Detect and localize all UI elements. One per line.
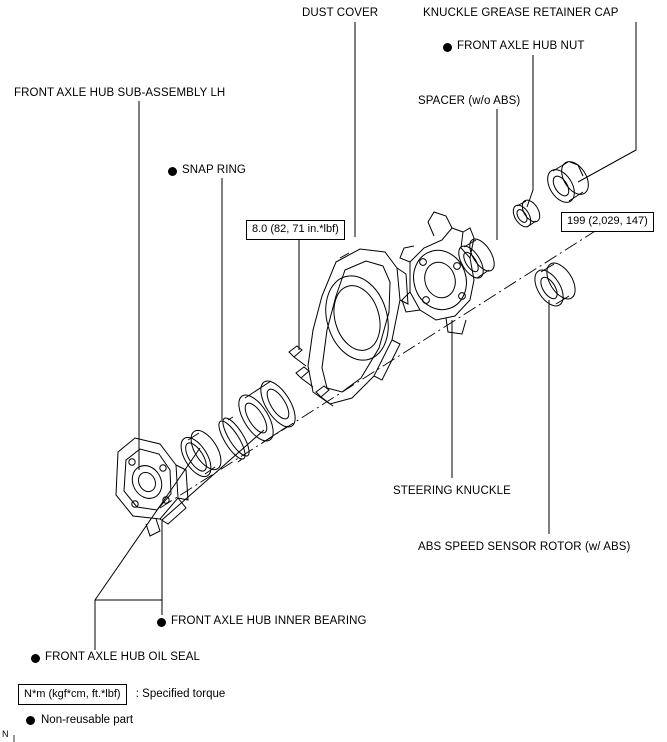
part-hub-nut [510,197,544,230]
part-dust-cover [308,249,408,404]
legend-specified-torque [18,684,225,705]
nonreusable-dot-icon [443,43,452,52]
legend-non-reusable-part [26,713,667,727]
nonreusable-dot-icon [31,654,40,663]
leader-hub-nut [527,55,533,207]
part-knuckle-grease-retainer-cap [542,157,594,207]
part-front-axle-hub [116,438,188,536]
assembly-center-line [160,228,600,508]
legend-torque-text: : Specified torque [135,688,226,700]
part-abs-speed-sensor-rotor [529,258,581,311]
torque-spec-hub-nut: 199 (2,029, 147) [561,212,654,232]
part-dust-cover-bolts [289,346,333,406]
part-steering-knuckle [400,212,474,334]
legend-non-reusable-text: Non-reusable part [41,714,134,726]
nonreusable-dot-icon [157,618,166,627]
legend-torque-unit-box: N*m (kgf*cm, ft.*lbf) [18,684,127,705]
label-abs-speed-sensor-rotor: ABS SPEED SENSOR ROTOR (w/ ABS) [418,541,631,553]
part-hub-inner-bearing [232,376,302,447]
torque-spec-dust-cover-bolt: 8.0 (82, 71 in.*lbf) [246,220,345,240]
label-steering-knuckle: STEERING KNUCKLE [393,485,511,497]
label-front-axle-hub-nut: FRONT AXLE HUB NUT [443,40,584,53]
leader-knuckle-grease-cap [578,22,636,182]
label-dust-cover: DUST COVER [302,7,379,19]
label-front-axle-hub-sub-assembly-lh: FRONT AXLE HUB SUB-ASSEMBLY LH [14,87,226,99]
label-snap-ring: SNAP RING [168,164,246,177]
leader-inner-bearing [162,430,264,615]
label-front-axle-hub-inner-bearing: FRONT AXLE HUB INNER BEARING [157,615,367,628]
label-spacer-wo-abs: SPACER (w/o ABS) [418,95,521,107]
corner-mark: N [2,729,9,739]
part-spacer [454,235,499,282]
label-knuckle-grease-retainer-cap: KNUCKLE GREASE RETAINER CAP [423,7,619,19]
nonreusable-dot-icon [26,716,35,725]
nonreusable-dot-icon [168,167,177,176]
label-front-axle-hub-oil-seal: FRONT AXLE HUB OIL SEAL [31,651,200,664]
